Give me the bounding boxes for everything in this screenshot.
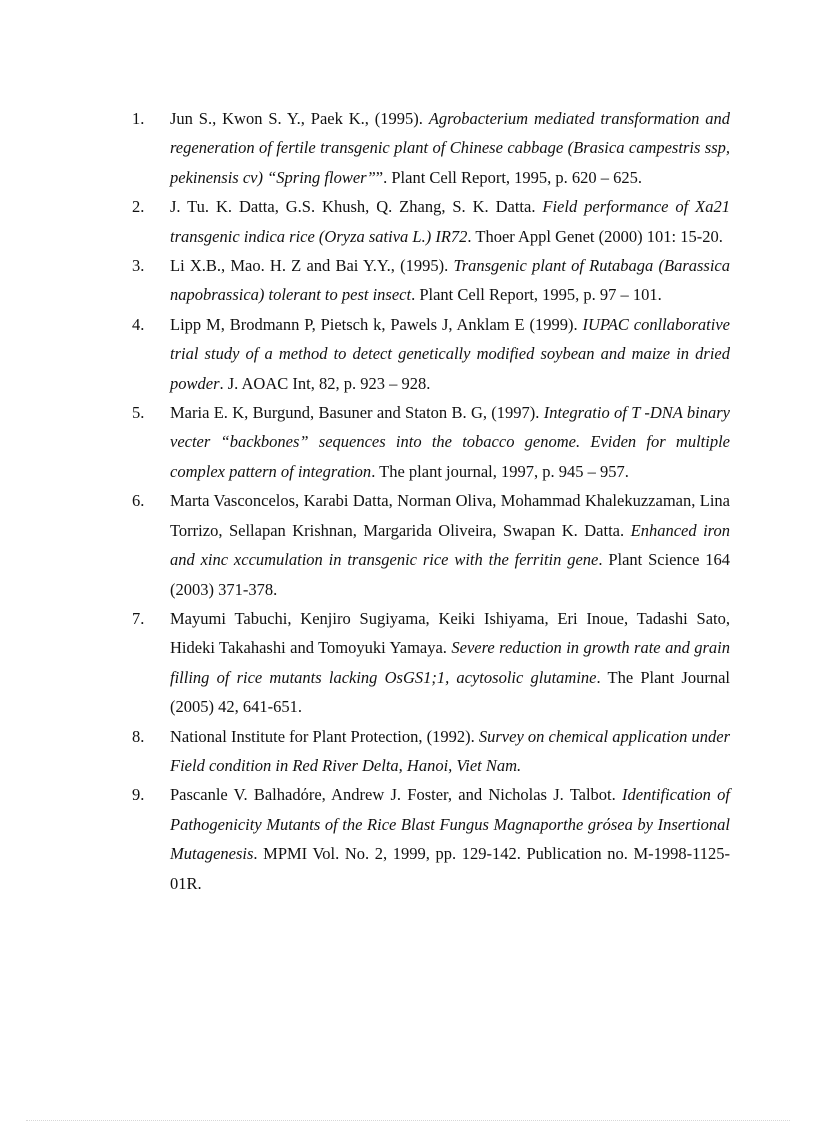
reference-number: 3. xyxy=(132,256,145,276)
reference-item-3 xyxy=(132,251,730,310)
reference-item-2 xyxy=(132,192,730,251)
reference-authors: Marta Vasconcelos, Karabi Datta, Norman Oliva, Mohammad Khalekuzzaman, Lina Torrizo, Sellapan Krishnan, Margarida Oliveira, Swapan K. Datta. xyxy=(170,491,730,540)
reference-number: 1. xyxy=(132,109,145,128)
reference-text xyxy=(170,780,730,898)
reference-title: IUPAC conllaborative trial study of a method to detect genetically modified soybean and maize in dried powder xyxy=(170,314,730,393)
reference-source: . The Plant Journal (2005) 42, 641-651. xyxy=(170,667,730,717)
page-bottom-divider xyxy=(26,1120,790,1121)
reference-authors: Jun S., Kwon S. Y., Paek K., (1995). xyxy=(170,109,429,128)
reference-source: ”. Plant Cell Report, 1995, p. 620 – 625. xyxy=(375,167,643,187)
reference-number: 6. xyxy=(132,491,145,511)
reference-source: . Thoer Appl Genet (2000) 101: 15-20. xyxy=(467,226,723,246)
reference-text xyxy=(170,722,730,781)
reference-item-5 xyxy=(132,398,730,486)
reference-title: Identification of Pathogenicity Mutants of the Rice Blast Fungus Magnaporthe grόsea by Insertional Mutagenesis xyxy=(170,785,730,864)
reference-item-8 xyxy=(132,722,730,781)
reference-source: . The plant journal, 1997, p. 945 – 957. xyxy=(371,461,629,481)
reference-number: 7. xyxy=(132,608,145,628)
reference-authors: Pascanle V. Balhadόre, Andrew J. Foster, and Nicholas J. Talbot. xyxy=(170,785,623,805)
reference-title: Enhanced iron and xinc xccumulation in transgenic rice with the ferritin gene xyxy=(170,520,730,570)
reference-number: 2. xyxy=(132,197,145,217)
reference-number: 5. xyxy=(132,403,145,423)
reference-source: . Plant Cell Report, 1995, p. 97 – 101. xyxy=(411,285,662,305)
reference-text xyxy=(170,398,730,486)
reference-title: Integratio of T -DNA binary vecter “backbones” sequences into the tobacco genome. Eviden for multiple complex pattern of integration xyxy=(170,403,730,481)
reference-source: . Plant Science 164 (2003) 371-378. xyxy=(170,550,730,599)
reference-number: 9. xyxy=(132,785,145,805)
reference-item-4 xyxy=(132,310,730,398)
reference-list xyxy=(132,104,730,898)
reference-title: Severe reduction in growth rate and grain filling of rice mutants lacking OsGS1;1, acytosolic glutamine xyxy=(170,638,731,687)
reference-authors: Maria E. K, Burgund, Basuner and Staton B. G, (1997). xyxy=(170,403,544,423)
reference-item-7 xyxy=(132,604,730,722)
reference-text xyxy=(170,251,730,310)
reference-authors: J. Tu. K. Datta, G.S. Khush, Q. Zhang, S. K. Datta. xyxy=(170,197,543,217)
reference-authors: National Institute for Plant Protection, (1992). xyxy=(170,726,479,746)
reference-number: 8. xyxy=(132,726,145,746)
reference-authors: Li X.B., Mao. H. Z and Bai Y.Y., (1995). xyxy=(170,256,454,276)
reference-title: Field performance of Xa21 transgenic indica rice (Oryza sativa L.) IR72 xyxy=(170,197,730,246)
reference-title: Transgenic plant of Rutabaga (Barassica napobrassica) tolerant to pest insect xyxy=(170,256,731,305)
reference-text xyxy=(170,486,730,604)
reference-title: Agrobacterium mediated transformation and regeneration of fertile transgenic plant of Chinese cabbage (Brasica campestris ssp, pekinensis cv) “Spring flower” xyxy=(170,109,730,187)
reference-authors: Lipp M, Brodmann P, Pietsch k, Pawels J, Anklam E (1999). xyxy=(170,314,583,334)
reference-text xyxy=(170,104,730,192)
reference-authors: Mayumi Tabuchi, Kenjiro Sugiyama, Keiki Ishiyama, Eri Inoue, Tadashi Sato, Hideki Takahashi and Tomoyuki Yamaya. xyxy=(170,608,730,658)
reference-text xyxy=(170,604,730,722)
reference-text xyxy=(170,310,730,398)
reference-title: Survey on chemical application under Field condition in Red River Delta, Hanoi, Viet Nam. xyxy=(170,726,731,775)
reference-number: 4. xyxy=(132,314,145,334)
reference-text xyxy=(170,192,730,251)
reference-item-6 xyxy=(132,486,730,604)
reference-item-9 xyxy=(132,780,730,898)
reference-item-1 xyxy=(132,104,730,192)
reference-source: . J. AOAC Int, 82, p. 923 – 928. xyxy=(219,373,431,393)
reference-source: . MPMI Vol. No. 2, 1999, pp. 129-142. Publication no. M-1998-1125-01R. xyxy=(170,844,730,893)
